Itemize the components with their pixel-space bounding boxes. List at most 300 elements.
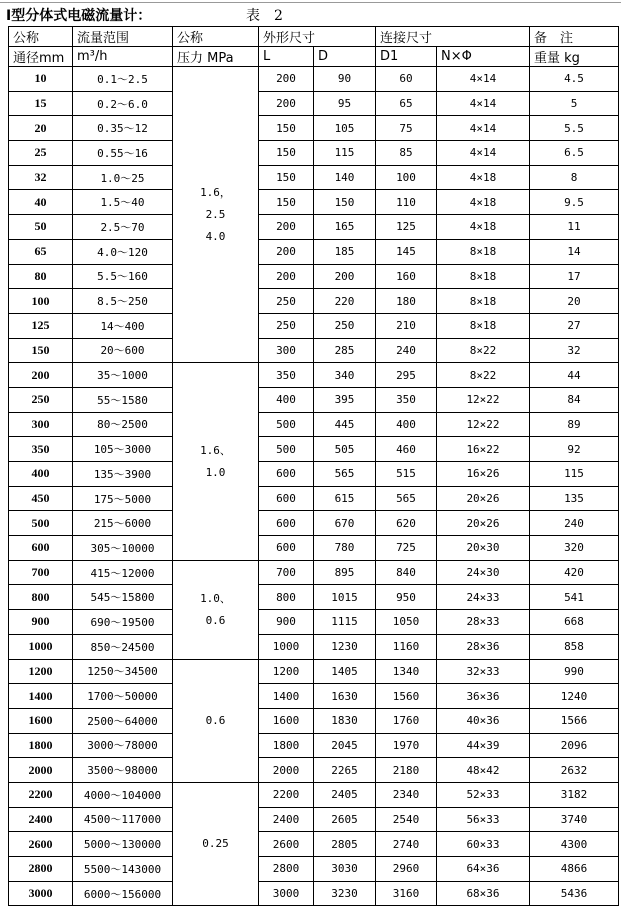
cell-bolts: 4×18 (437, 165, 530, 190)
cell-weight: 3740 (530, 807, 619, 832)
cell-flow-range: 80～2500 (73, 412, 173, 437)
table-row (9, 857, 619, 882)
cell-D: 780 (314, 536, 376, 561)
cell-bolts: 24×33 (437, 585, 530, 610)
cell-L: 250 (259, 313, 314, 338)
cell-diameter: 700 (9, 560, 73, 585)
pressure-value: 0.6 (205, 613, 226, 627)
cell-bolts: 60×33 (437, 832, 530, 857)
table-row (9, 881, 619, 906)
cell-bolts: 44×39 (437, 733, 530, 758)
cell-D1: 2960 (376, 857, 437, 882)
cell-weight: 135 (530, 486, 619, 511)
cell-bolts: 28×36 (437, 634, 530, 659)
cell-bolts: 20×26 (437, 486, 530, 511)
table-row (9, 807, 619, 832)
cell-diameter: 350 (9, 437, 73, 462)
cell-D1: 145 (376, 239, 437, 264)
table-row (9, 782, 619, 807)
cell-weight: 420 (530, 560, 619, 585)
cell-D: 2045 (314, 733, 376, 758)
cell-D1: 1970 (376, 733, 437, 758)
cell-flow-range: 5.5～160 (73, 264, 173, 289)
header-pressure-unit: 压力 MPa (173, 47, 259, 67)
cell-bolts: 4×14 (437, 91, 530, 116)
cell-L: 1800 (259, 733, 314, 758)
cell-L: 600 (259, 511, 314, 536)
table-row (9, 708, 619, 733)
cell-D1: 565 (376, 486, 437, 511)
cell-D1: 295 (376, 363, 437, 388)
pressure-value: 1.6， (200, 185, 231, 199)
cell-diameter: 2200 (9, 782, 73, 807)
cell-bolts: 12×22 (437, 387, 530, 412)
cell-D: 150 (314, 190, 376, 215)
cell-D: 2805 (314, 832, 376, 857)
cell-flow-range: 4500～117000 (73, 807, 173, 832)
cell-weight: 2632 (530, 758, 619, 783)
table-row (9, 684, 619, 709)
cell-L: 300 (259, 338, 314, 363)
header-D: D (314, 47, 376, 67)
cell-D: 505 (314, 437, 376, 462)
cell-diameter: 1400 (9, 684, 73, 709)
cell-D1: 125 (376, 215, 437, 240)
cell-flow-range: 175～5000 (73, 486, 173, 511)
cell-weight: 17 (530, 264, 619, 289)
cell-weight: 20 (530, 289, 619, 314)
cell-D1: 460 (376, 437, 437, 462)
cell-bolts: 8×18 (437, 239, 530, 264)
cell-D1: 160 (376, 264, 437, 289)
header-diameter-mm: 通径mm (9, 47, 73, 67)
cell-flow-range: 2500～64000 (73, 708, 173, 733)
cell-weight: 32 (530, 338, 619, 363)
cell-flow-range: 2.5～70 (73, 215, 173, 240)
table-row (9, 437, 619, 462)
cell-flow-range: 850～24500 (73, 634, 173, 659)
cell-L: 200 (259, 91, 314, 116)
cell-diameter: 2600 (9, 832, 73, 857)
cell-diameter: 65 (9, 239, 73, 264)
cell-bolts: 28×33 (437, 610, 530, 635)
cell-D1: 65 (376, 91, 437, 116)
cell-D: 285 (314, 338, 376, 363)
cell-bolts: 36×36 (437, 684, 530, 709)
cell-weight: 3182 (530, 782, 619, 807)
cell-L: 2400 (259, 807, 314, 832)
table-row (9, 634, 619, 659)
table-row (9, 165, 619, 190)
cell-weight: 1240 (530, 684, 619, 709)
cell-weight: 4.5 (530, 67, 619, 92)
cell-D1: 210 (376, 313, 437, 338)
pressure-value: 0.6 (205, 713, 226, 727)
cell-bolts: 64×36 (437, 857, 530, 882)
cell-weight: 6.5 (530, 141, 619, 166)
cell-flow-range: 1250～34500 (73, 659, 173, 684)
cell-D: 1230 (314, 634, 376, 659)
table-row (9, 215, 619, 240)
table-row (9, 610, 619, 635)
table-row (9, 338, 619, 363)
cell-D1: 515 (376, 462, 437, 487)
cell-D: 90 (314, 67, 376, 92)
cell-bolts: 24×30 (437, 560, 530, 585)
cell-bolts: 20×30 (437, 536, 530, 561)
cell-diameter: 40 (9, 190, 73, 215)
cell-diameter: 150 (9, 338, 73, 363)
cell-diameter: 10 (9, 67, 73, 92)
cell-D1: 180 (376, 289, 437, 314)
table-row (9, 289, 619, 314)
cell-D1: 75 (376, 116, 437, 141)
cell-diameter: 900 (9, 610, 73, 635)
cell-L: 1400 (259, 684, 314, 709)
cell-diameter: 1000 (9, 634, 73, 659)
cell-diameter: 1800 (9, 733, 73, 758)
cell-bolts: 4×14 (437, 141, 530, 166)
header-row-1 (9, 27, 619, 47)
cell-flow-range: 35～1000 (73, 363, 173, 388)
table-row (9, 363, 619, 388)
cell-L: 1000 (259, 634, 314, 659)
cell-D: 340 (314, 363, 376, 388)
table-number: 表 2 (246, 8, 283, 24)
cell-D: 250 (314, 313, 376, 338)
cell-weight: 858 (530, 634, 619, 659)
cell-D1: 2340 (376, 782, 437, 807)
cell-flow-range: 4.0～120 (73, 239, 173, 264)
header-nominal: 公称 (9, 27, 73, 47)
cell-diameter: 3000 (9, 881, 73, 906)
table-row (9, 239, 619, 264)
cell-D: 2265 (314, 758, 376, 783)
cell-D1: 85 (376, 141, 437, 166)
cell-flow-range: 0.1～2.5 (73, 67, 173, 92)
cell-D: 1830 (314, 708, 376, 733)
cell-weight: 5.5 (530, 116, 619, 141)
cell-flow-range: 4000～104000 (73, 782, 173, 807)
table-row (9, 412, 619, 437)
cell-flow-range: 55～1580 (73, 387, 173, 412)
cell-weight: 4300 (530, 832, 619, 857)
cell-flow-range: 690～19500 (73, 610, 173, 635)
cell-weight: 84 (530, 387, 619, 412)
cell-diameter: 200 (9, 363, 73, 388)
cell-D1: 60 (376, 67, 437, 92)
cell-bolts: 68×36 (437, 881, 530, 906)
cell-flow-range: 5000～130000 (73, 832, 173, 857)
cell-L: 600 (259, 536, 314, 561)
cell-L: 200 (259, 264, 314, 289)
cell-bolts: 32×33 (437, 659, 530, 684)
pressure-value: 2.5 (205, 207, 226, 221)
cell-weight: 115 (530, 462, 619, 487)
cell-diameter: 125 (9, 313, 73, 338)
pressure-value: 0.25 (202, 837, 229, 851)
cell-D1: 3160 (376, 881, 437, 906)
pressure-value: 1.6、 (200, 443, 231, 457)
cell-L: 900 (259, 610, 314, 635)
cell-flow-range: 105～3000 (73, 437, 173, 462)
cell-D: 615 (314, 486, 376, 511)
cell-flow-range: 0.2～6.0 (73, 91, 173, 116)
cell-weight: 320 (530, 536, 619, 561)
cell-diameter: 500 (9, 511, 73, 536)
cell-bolts: 48×42 (437, 758, 530, 783)
header-weight: 重量 kg (530, 47, 619, 67)
cell-D1: 350 (376, 387, 437, 412)
header-flow-unit: m³/h (73, 47, 173, 67)
cell-D1: 1560 (376, 684, 437, 709)
cell-D: 1115 (314, 610, 376, 635)
cell-L: 1600 (259, 708, 314, 733)
cell-weight: 5 (530, 91, 619, 116)
cell-D1: 100 (376, 165, 437, 190)
cell-D1: 400 (376, 412, 437, 437)
cell-weight: 541 (530, 585, 619, 610)
header-flow-range: 流量范围 (73, 27, 173, 47)
cell-bolts: 56×33 (437, 807, 530, 832)
cell-L: 500 (259, 412, 314, 437)
cell-diameter: 1600 (9, 708, 73, 733)
cell-L: 250 (259, 289, 314, 314)
cell-L: 2200 (259, 782, 314, 807)
table-row (9, 91, 619, 116)
cell-L: 200 (259, 215, 314, 240)
cell-weight: 1566 (530, 708, 619, 733)
table-row (9, 758, 619, 783)
cell-flow-range: 135～3900 (73, 462, 173, 487)
header-bolts: N×Φ (437, 47, 530, 67)
cell-flow-range: 215～6000 (73, 511, 173, 536)
table-row (9, 116, 619, 141)
flowmeter-spec-table (8, 26, 619, 906)
cell-bolts: 16×26 (437, 462, 530, 487)
cell-weight: 2096 (530, 733, 619, 758)
cell-weight: 4866 (530, 857, 619, 882)
cell-flow-range: 0.35～12 (73, 116, 173, 141)
cell-L: 200 (259, 239, 314, 264)
cell-weight: 990 (530, 659, 619, 684)
cell-D: 220 (314, 289, 376, 314)
cell-D: 670 (314, 511, 376, 536)
cell-D1: 1160 (376, 634, 437, 659)
cell-L: 400 (259, 387, 314, 412)
cell-bolts: 4×18 (437, 190, 530, 215)
table-row (9, 190, 619, 215)
header-row-2 (9, 47, 619, 67)
cell-D1: 110 (376, 190, 437, 215)
top-rule (0, 2, 621, 3)
pressure-value: 1.0 (205, 465, 226, 479)
cell-weight: 27 (530, 313, 619, 338)
cell-D: 3230 (314, 881, 376, 906)
cell-D1: 2740 (376, 832, 437, 857)
cell-L: 350 (259, 363, 314, 388)
cell-D1: 240 (376, 338, 437, 363)
table-row (9, 511, 619, 536)
pressure-cell (173, 659, 259, 782)
cell-L: 800 (259, 585, 314, 610)
cell-diameter: 20 (9, 116, 73, 141)
cell-flow-range: 545～15800 (73, 585, 173, 610)
cell-L: 2600 (259, 832, 314, 857)
table-row (9, 67, 619, 92)
cell-weight: 5436 (530, 881, 619, 906)
cell-L: 500 (259, 437, 314, 462)
cell-D: 1630 (314, 684, 376, 709)
table-row (9, 560, 619, 585)
cell-flow-range: 14～400 (73, 313, 173, 338)
cell-bolts: 40×36 (437, 708, 530, 733)
pressure-value: 1.0、 (200, 591, 231, 605)
cell-bolts: 4×14 (437, 116, 530, 141)
cell-diameter: 250 (9, 387, 73, 412)
cell-D1: 620 (376, 511, 437, 536)
cell-bolts: 8×22 (437, 338, 530, 363)
table-row (9, 536, 619, 561)
header-connection-dims: 连接尺寸 (376, 27, 530, 47)
cell-D: 2405 (314, 782, 376, 807)
pressure-cell (173, 782, 259, 905)
cell-L: 150 (259, 116, 314, 141)
table-row (9, 659, 619, 684)
cell-flow-range: 1.5～40 (73, 190, 173, 215)
cell-flow-range: 415～12000 (73, 560, 173, 585)
cell-D: 1405 (314, 659, 376, 684)
cell-L: 1200 (259, 659, 314, 684)
cell-L: 150 (259, 165, 314, 190)
cell-bolts: 4×18 (437, 215, 530, 240)
cell-D: 185 (314, 239, 376, 264)
cell-weight: 8 (530, 165, 619, 190)
cell-weight: 668 (530, 610, 619, 635)
cell-L: 150 (259, 141, 314, 166)
cell-weight: 9.5 (530, 190, 619, 215)
cell-diameter: 50 (9, 215, 73, 240)
cell-D1: 840 (376, 560, 437, 585)
cell-bolts: 4×14 (437, 67, 530, 92)
cell-flow-range: 8.5～250 (73, 289, 173, 314)
header-L: L (259, 47, 314, 67)
cell-D1: 1050 (376, 610, 437, 635)
table-row (9, 387, 619, 412)
cell-D1: 1340 (376, 659, 437, 684)
cell-bolts: 52×33 (437, 782, 530, 807)
cell-bolts: 12×22 (437, 412, 530, 437)
cell-flow-range: 305～10000 (73, 536, 173, 561)
cell-weight: 14 (530, 239, 619, 264)
cell-L: 600 (259, 462, 314, 487)
cell-L: 600 (259, 486, 314, 511)
cell-D1: 2540 (376, 807, 437, 832)
cell-D: 200 (314, 264, 376, 289)
cell-flow-range: 1700～50000 (73, 684, 173, 709)
header-outline-dims: 外形尺寸 (259, 27, 376, 47)
cell-D: 395 (314, 387, 376, 412)
pressure-value: 4.0 (205, 229, 226, 243)
table-row (9, 486, 619, 511)
pressure-cell (173, 363, 259, 561)
header-D1: D1 (376, 47, 437, 67)
cell-bolts: 20×26 (437, 511, 530, 536)
table-row (9, 141, 619, 166)
cell-L: 2800 (259, 857, 314, 882)
cell-diameter: 600 (9, 536, 73, 561)
cell-diameter: 2400 (9, 807, 73, 832)
cell-diameter: 15 (9, 91, 73, 116)
table-row (9, 832, 619, 857)
cell-diameter: 2000 (9, 758, 73, 783)
header-pressure: 公称 (173, 27, 259, 47)
cell-flow-range: 0.55～16 (73, 141, 173, 166)
cell-D: 565 (314, 462, 376, 487)
cell-bolts: 8×18 (437, 289, 530, 314)
cell-diameter: 450 (9, 486, 73, 511)
cell-diameter: 80 (9, 264, 73, 289)
cell-flow-range: 3500～98000 (73, 758, 173, 783)
cell-bolts: 8×18 (437, 313, 530, 338)
pressure-cell (173, 560, 259, 659)
cell-flow-range: 20～600 (73, 338, 173, 363)
cell-diameter: 32 (9, 165, 73, 190)
table-row (9, 585, 619, 610)
cell-weight: 44 (530, 363, 619, 388)
cell-flow-range: 1.0～25 (73, 165, 173, 190)
cell-weight: 89 (530, 412, 619, 437)
cell-L: 150 (259, 190, 314, 215)
cell-diameter: 1200 (9, 659, 73, 684)
cell-D: 165 (314, 215, 376, 240)
cell-bolts: 8×22 (437, 363, 530, 388)
cell-D: 2605 (314, 807, 376, 832)
cell-bolts: 8×18 (437, 264, 530, 289)
cell-L: 700 (259, 560, 314, 585)
pressure-cell (173, 67, 259, 363)
table-row (9, 264, 619, 289)
table-row (9, 313, 619, 338)
cell-D1: 1760 (376, 708, 437, 733)
table-row (9, 462, 619, 487)
cell-D: 115 (314, 141, 376, 166)
cell-L: 3000 (259, 881, 314, 906)
table-row (9, 733, 619, 758)
cell-D: 105 (314, 116, 376, 141)
cell-D1: 725 (376, 536, 437, 561)
cell-D: 140 (314, 165, 376, 190)
cell-diameter: 100 (9, 289, 73, 314)
cell-weight: 92 (530, 437, 619, 462)
cell-weight: 11 (530, 215, 619, 240)
cell-L: 2000 (259, 758, 314, 783)
cell-weight: 240 (530, 511, 619, 536)
cell-D1: 950 (376, 585, 437, 610)
cell-D: 1015 (314, 585, 376, 610)
cell-flow-range: 6000～156000 (73, 881, 173, 906)
cell-diameter: 400 (9, 462, 73, 487)
cell-D: 895 (314, 560, 376, 585)
cell-flow-range: 3000～78000 (73, 733, 173, 758)
cell-D: 95 (314, 91, 376, 116)
cell-D1: 2180 (376, 758, 437, 783)
cell-bolts: 16×22 (437, 437, 530, 462)
cell-diameter: 800 (9, 585, 73, 610)
cell-flow-range: 5500～143000 (73, 857, 173, 882)
cell-D: 445 (314, 412, 376, 437)
document-title: I型分体式电磁流量计： (6, 8, 152, 24)
